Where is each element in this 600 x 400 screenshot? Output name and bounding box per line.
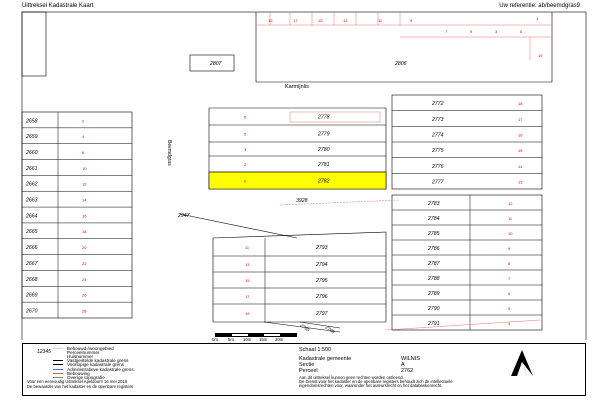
parcel-number: 2659 <box>26 134 38 141</box>
house-number: 5 <box>520 29 523 34</box>
scale-tick-5: 5m <box>228 337 234 342</box>
house-number: 15 <box>245 278 250 283</box>
legend-label: Vastgestelde kadastrale grens <box>67 358 129 364</box>
house-number: 19 <box>245 311 250 316</box>
parcel-number: 2795 <box>316 278 328 284</box>
parcel-number: 2797 <box>316 311 328 317</box>
house-number: 15 <box>318 18 323 23</box>
legend-swatch <box>53 348 63 349</box>
disclaimer-2: De Dienst voor het kadaster en de openbare registers behoudt zich de intellectuele <box>299 379 453 384</box>
scale-label: Schaal 1:500 <box>299 347 332 353</box>
house-number: 17 <box>245 294 250 299</box>
house-number: 9 <box>410 18 413 23</box>
street-name: Karmijnlis <box>285 84 309 90</box>
house-number: 24 <box>82 276 87 282</box>
left-block-outline <box>22 112 132 318</box>
parcel-number: 2786 <box>428 245 440 252</box>
parcel-number: 3928 <box>296 198 308 204</box>
gemeente-value: WILNIS <box>401 356 420 362</box>
house-number: 19 <box>538 53 543 58</box>
right-block-b <box>392 195 542 330</box>
house-number: 2 <box>82 118 85 124</box>
legend-label: Overige topografie <box>67 374 105 380</box>
legend-swatch <box>53 377 63 378</box>
legend-number-example: 12345 <box>37 349 51 355</box>
house-number: 13 <box>518 179 523 185</box>
house-number: 14 <box>82 197 87 203</box>
parcel-number: 2784 <box>428 215 440 222</box>
kadaster-logo-icon <box>507 348 537 378</box>
house-number: 8 <box>508 260 511 266</box>
scale-tick-20: 20m <box>275 337 284 342</box>
house-number: 17 <box>518 116 523 122</box>
legend-swatch <box>53 360 63 361</box>
parcel-number: 2947 <box>178 213 190 219</box>
parcel-number: 2788 <box>428 275 440 282</box>
house-number: 19 <box>268 18 273 23</box>
legend-swatch <box>53 369 63 370</box>
parcel-number: 2785 <box>428 230 440 237</box>
parcel-number: 2664 <box>26 213 38 220</box>
legend-label: Voorlopige kadastrale grens <box>67 362 124 368</box>
house-number: 18 <box>518 101 523 107</box>
parcel-number: 2665 <box>26 229 38 236</box>
house-number: 7 <box>508 275 511 281</box>
parcel-number: 2778 <box>318 114 330 121</box>
center-block-b <box>180 214 386 332</box>
house-number: 14 <box>518 163 523 169</box>
house-number: 13 <box>343 18 348 23</box>
parcel-number: 2791 <box>428 320 440 327</box>
house-number: 28 <box>82 308 87 314</box>
house-number: 11 <box>245 245 250 250</box>
parcel-number: 2661 <box>26 165 38 172</box>
parcel-number: 2781 <box>318 162 330 168</box>
top-row-parcels <box>190 12 552 82</box>
center-block-b-outline <box>213 232 386 322</box>
parcel-number: 2669 <box>26 292 38 299</box>
house-number: 0 <box>244 178 247 184</box>
scale-tick-15: 15m <box>259 337 268 342</box>
parcel-number: 2668 <box>26 276 38 283</box>
sectie-label: Sectie <box>299 362 315 368</box>
parcel-number: 2772 <box>432 101 444 108</box>
house-number: 3 <box>244 147 247 152</box>
sectie-value: A <box>401 362 405 368</box>
parcel-2806-outline <box>256 12 552 82</box>
parcel-number: 2658 <box>26 118 38 125</box>
gemeente-label: Kadastrale gemeente <box>299 356 352 362</box>
house-number: 22 <box>82 260 87 266</box>
legend-label: Perceelnummer <box>67 350 100 356</box>
parcel-number: 2779 <box>318 131 330 138</box>
parcel-number: 2660 <box>26 149 38 156</box>
perceel-label: Perceel <box>299 368 318 374</box>
house-number: 15 <box>518 148 523 154</box>
legend-label: Bebouwd-/woongebied <box>67 346 114 351</box>
house-number: 16 <box>82 213 87 219</box>
document-title: Uittreksel Kadastrale Kaart <box>22 3 94 9</box>
house-number: 26 <box>82 292 87 298</box>
house-number: 4 <box>508 320 511 326</box>
legend-footer-1: Voor een eenvoudig Uittreksel Apeldoorn 16 mei 2018 <box>27 379 128 384</box>
house-number: 6 <box>82 149 85 155</box>
left-column-block <box>22 112 132 318</box>
house-number: 12 <box>508 200 513 206</box>
parcel-number: 2798 <box>324 324 336 335</box>
legend-swatch <box>53 373 63 374</box>
parcel-number: 2776 <box>432 163 444 170</box>
house-number: 11 <box>508 215 513 221</box>
parcel-number: 2795 <box>299 322 311 333</box>
parcel-number: 2774 <box>432 132 444 139</box>
parcel-number: 2790 <box>428 305 440 312</box>
parcel-number: 2780 <box>318 147 330 153</box>
parcel-number: 2777 <box>432 179 444 186</box>
parcel-number: 2773 <box>432 116 444 123</box>
parcel-number: 2806 <box>395 61 407 67</box>
house-number: 9 <box>508 245 511 251</box>
house-number: 18 <box>82 229 87 235</box>
house-number: 16 <box>518 132 523 138</box>
house-number: 13 <box>245 262 250 267</box>
legend-label: Administratieve kadastrale grens <box>67 366 134 372</box>
legend-label: Bebouwing <box>67 370 90 376</box>
parcel-number: 2793 <box>316 245 328 251</box>
parcel-number: 2789 <box>428 290 440 297</box>
parcel-number: 2667 <box>26 260 38 267</box>
perceel-value: 2762 <box>401 368 414 374</box>
right-block-b-outline <box>392 195 542 330</box>
house-number: 20 <box>82 245 87 251</box>
house-number: 1 <box>536 16 539 21</box>
legend-panel <box>22 343 586 396</box>
scale-tick-10: 10m <box>243 337 252 342</box>
parcel-number: 2782 <box>318 178 330 185</box>
house-number: 17 <box>293 18 298 23</box>
legend-swatch <box>53 364 63 365</box>
house-number: 12 <box>82 181 87 187</box>
parcel-number: 2787 <box>428 260 440 267</box>
house-number: 5 <box>244 114 247 120</box>
house-number: 5 <box>244 131 247 137</box>
corner-building <box>22 12 46 76</box>
house-number: 5 <box>508 305 511 311</box>
parcel-number: 2783 <box>428 200 440 207</box>
house-number: 4 <box>82 134 85 140</box>
parcel-number: 2775 <box>432 148 444 155</box>
reference-text: Uw referentie: ab/beemdgras9 <box>499 3 580 9</box>
parcel-number: 2663 <box>26 197 38 204</box>
legend-label: Huisnummer <box>67 354 94 360</box>
disclaimer-1: Aan dit uittreksel kunnen geen rechten worden ontleend. <box>299 375 404 380</box>
street-name: Beemdgras <box>166 140 172 166</box>
parcel-number: 2794 <box>316 262 328 268</box>
parcel-number: 2807 <box>210 61 222 67</box>
disclaimer-3: eigendomsrechten voor, waaronder het auteursrecht en het databankenrecht. <box>299 383 443 388</box>
house-number: 10 <box>82 165 87 171</box>
selected-parcel-2782 <box>209 172 386 189</box>
parcel-number: 2670 <box>26 308 38 315</box>
house-number: 2 <box>244 162 247 167</box>
legend-footer-2: De bewaarder van het kadaster en de openbare registers <box>27 384 134 389</box>
parcel-number: 2666 <box>26 245 38 252</box>
scale-tick-0: 0m <box>212 337 218 342</box>
house-number: 10 <box>508 230 513 236</box>
house-number: 9 <box>470 29 473 34</box>
parcel-number: 2796 <box>316 294 328 300</box>
house-number: 11 <box>378 18 383 23</box>
house-number: 7 <box>445 29 448 34</box>
house-number: 3 <box>495 29 498 34</box>
leader-line-2947 <box>180 214 297 238</box>
parcel-number: 2662 <box>26 181 38 188</box>
house-number: 6 <box>508 290 511 296</box>
